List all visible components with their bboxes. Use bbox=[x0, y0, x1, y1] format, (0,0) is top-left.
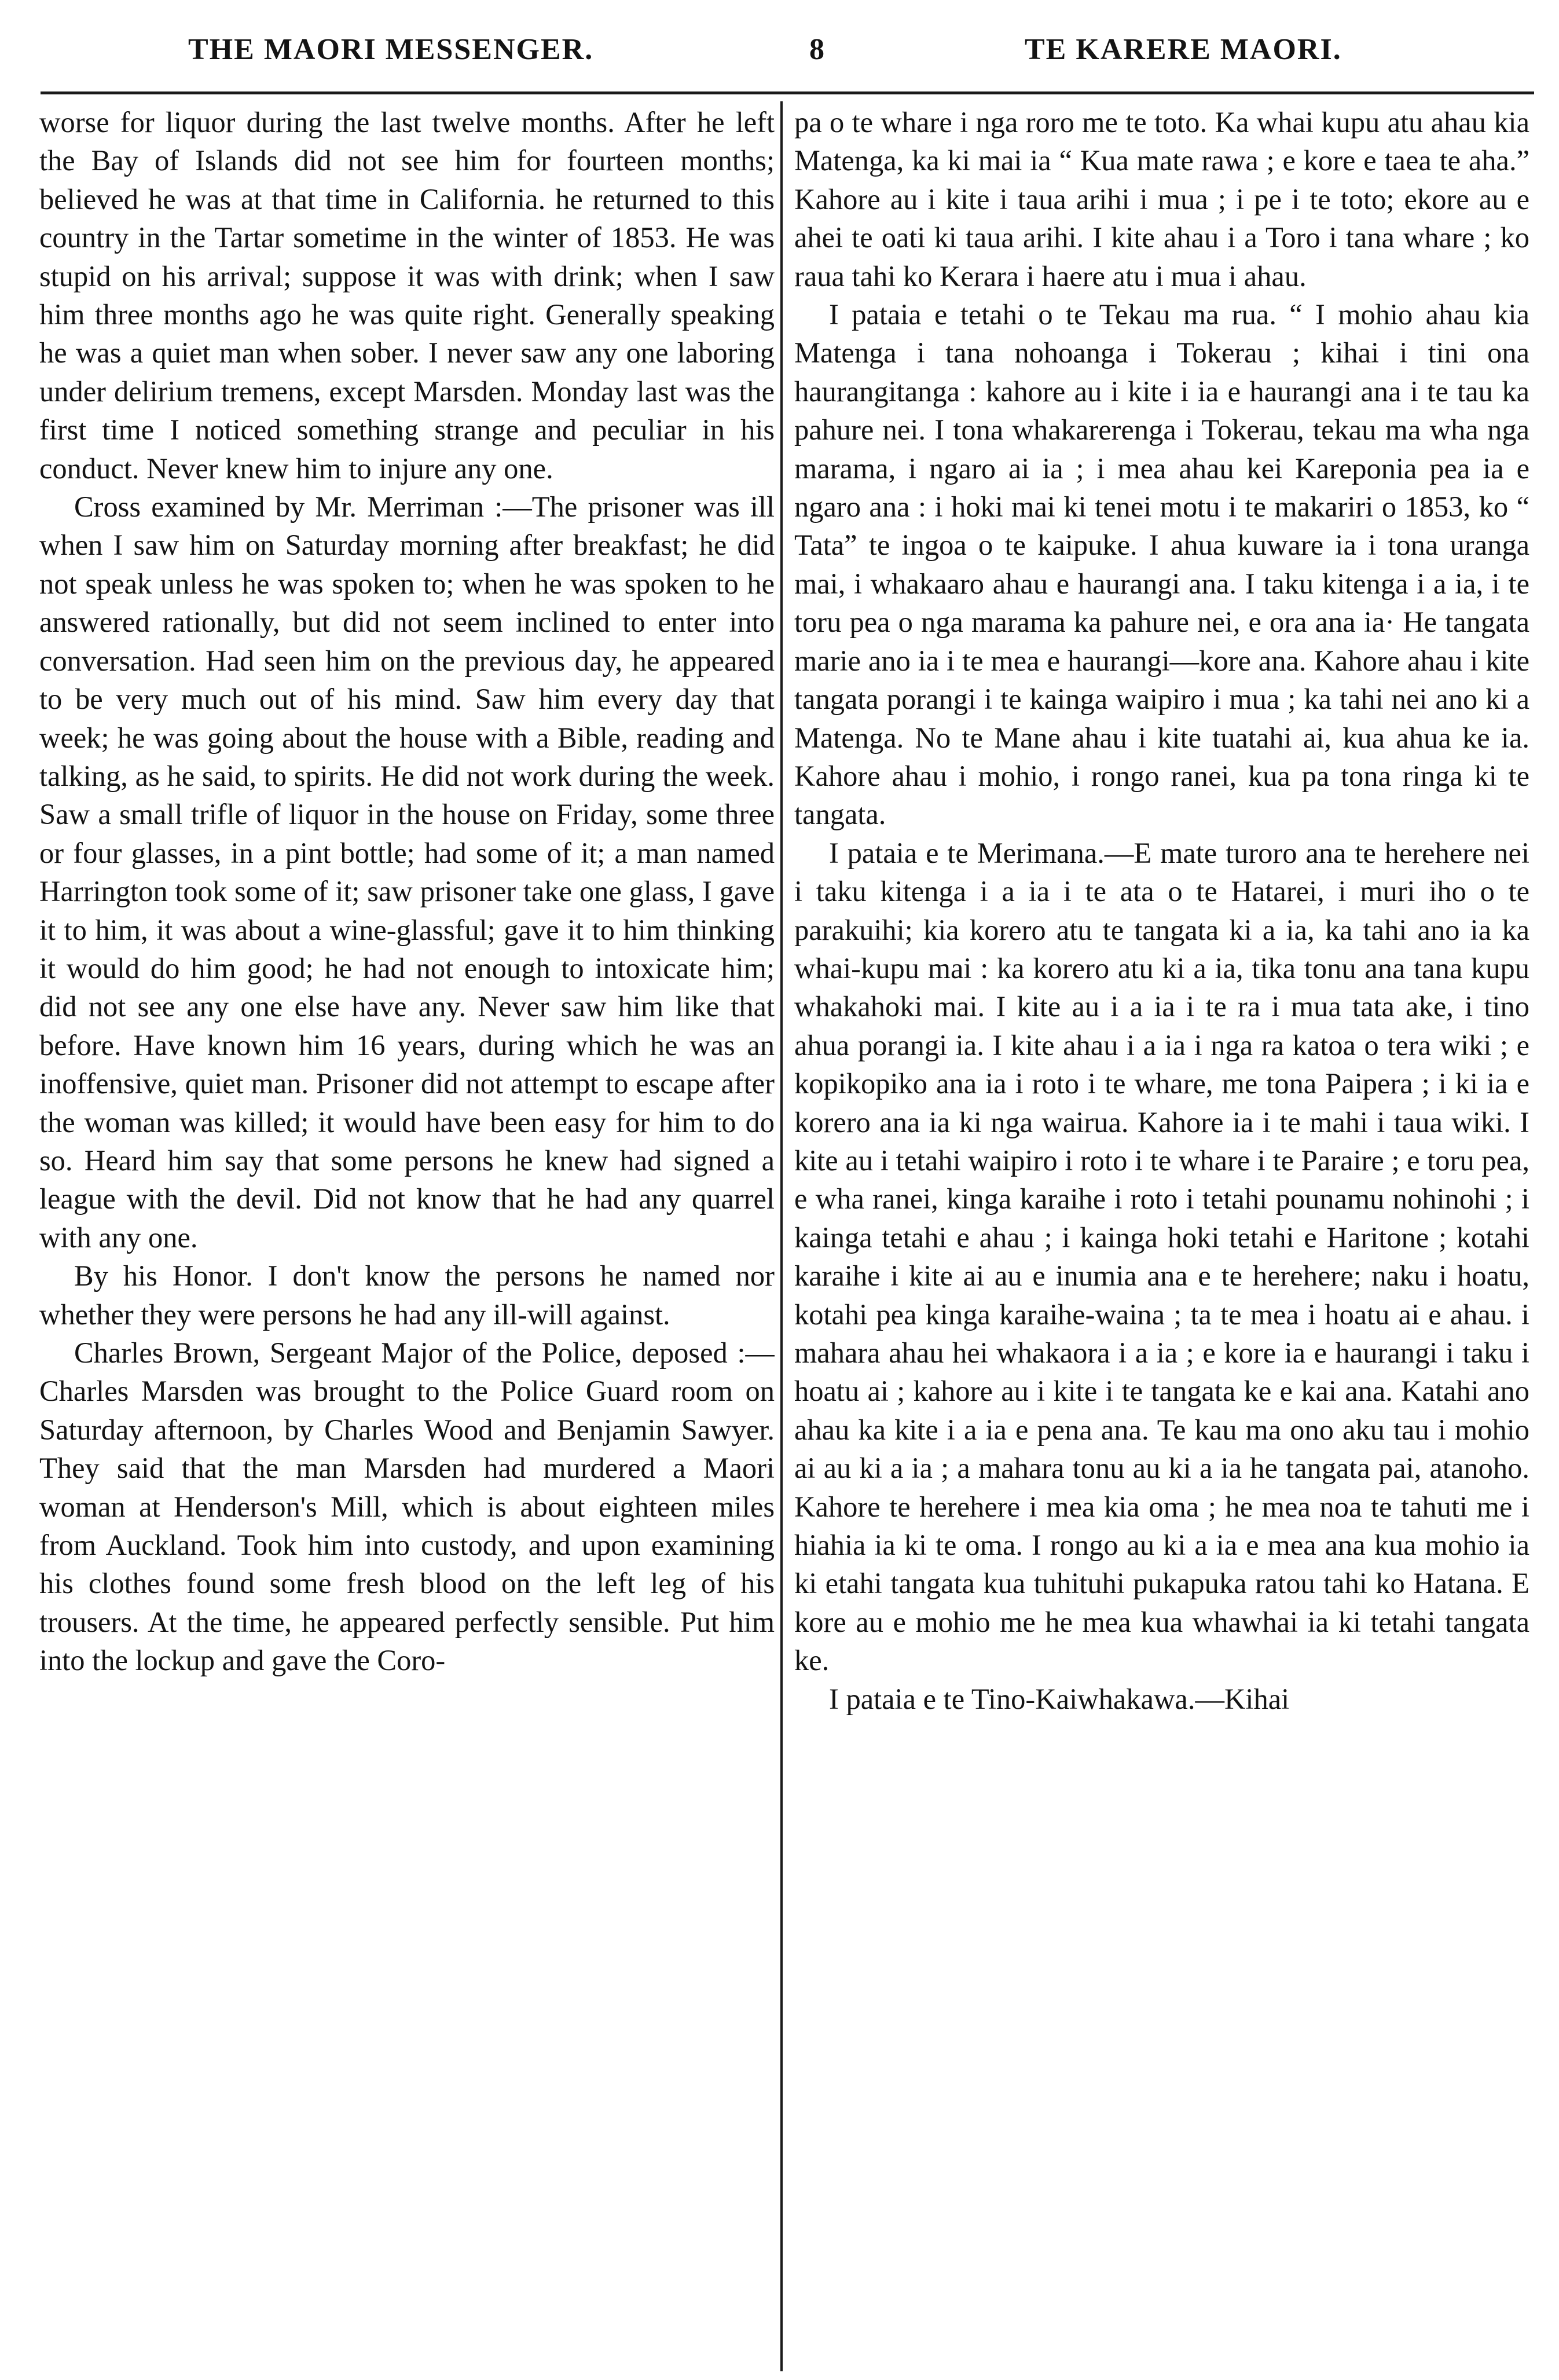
paragraph: Cross examined by Mr. Merriman :—The prisoner was ill when I saw him on Saturday morning after breakfast; he did not speak unless he was spoken to; when he was spoken to he answered rationally, but did not seem inclined to enter into conversation. Had seen him on the previous day, he appeared to be very much out of his mind. Saw him every day that week; he was going about the house with a Bible, reading and talking, as he said, to spirits. He did not work during the week. Saw a small trifle of liquor in the house on Friday, some three or four glasses, in a pint bottle; had some of it; a man named Harrington took some of it; saw prisoner take one glass, I gave it to him, it was about a wine-glassful; gave it to him thinking it would do him good; he had not enough to intoxicate him; did not see any one else have any. Never saw him like that before. Have known him 16 years, during which he was an inoffensive, quiet man. Prisoner did not attempt to escape after the woman was killed; it would have been easy for him to do so. Heard him say that some persons he knew had signed a league with the devil. Did not know that he had any quarrel with any one. bbox=[39, 490, 775, 1254]
paragraph: pa o te whare i nga roro me te toto. Ka whai kupu atu ahau kia Matenga, ka ki mai ia “ Kua mate rawa ; e kore e taea te aha.” Kahore au i kite i taua arihi i mua ; i pe i te toto; ekore au e ahei te oati ki taua arihi. I kite ahau i a Toro i tana whare ; ko raua tahi ko Kerara i haere atu i mua i ahau. bbox=[794, 106, 1529, 292]
maori-column bbox=[794, 103, 1529, 2373]
paragraph: I pataia e tetahi o te Tekau ma rua. “ I mohio ahau kia Matenga i tana nohoanga i Tokerau ; kihai i tini ona haurangitanga : kahore au i kite i ia e haurangi ana i te tau ka pahure nei. I tona whakarerenga i Tokerau, tekau ma wha nga marama, i ngaro ai ia ; i mea ahau kei Kareponia pea ia e ngaro ana : i hoki mai ki tenei motu i te makariri o 1853, ko “ Tata” te ingoa o te kaipuke. I ahua kuware ia i tona uranga mai, i whakaaro ahau e haurangi ana. I taku kitenga i a ia, i te toru pea o nga marama ka pahure nei, e ora ana ia· He tangata marie ano ia i te mea e haurangi—kore ana. Kahore ahau i kite tangata porangi i te kainga waipiro i mua ; ka tahi nei ano ki a Matenga. No te Mane ahau i kite tuatahi ai, kua ahua ke ia. Kahore ahau i mohio, i rongo ranei, kua pa tona ringa ki te tangata. bbox=[794, 298, 1529, 831]
paragraph: I pataia e te Merimana.—E mate turoro ana te herehere nei i taku kitenga i a ia i te ata o te Hatarei, i muri iho o te parakuihi; kia korero atu te tangata ki a ia, ka tahi ano ia ka whai-kupu mai : ka korero atu ki a ia, tika tonu ana tana kupu whakahoki mai. I kite au i a ia i te ra i mua tata ake, i tino ahua porangi ia. I kite ahau i a ia i nga ra katoa o tera wiki ; e kopikopiko ana ia i roto i te whare, me tona Paipera ; i ki ia e korero ana ia ki nga wairua. Kahore ia i te mahi i taua wiki. I kite au i tetahi waipiro i roto i te whare i te Paraire ; e toru pea, e wha ranei, kinga karaihe i roto i tetahi pounamu nohinohi ; i kainga tetahi e ahau ; i kainga hoki tetahi e Haritone ; kotahi karaihe i kite ai au e inumia ana e te herehere; naku i hoatu, kotahi pea kinga karaihe-waina ; ta te mea i hoatu ai e ahau. i mahara ahau hei whakaora i a ia ; e kore ia e haurangi i taku i hoatu ai ; kahore au i kite i te tangata ke e kai ana. Katahi ano ahau ka kite i a ia e pena ana. Te kau ma ono aku tau i mohio ai au ki a ia ; a mahara tonu au ki a ia he tangata pai, atanoho. Kahore te herehere i mea kia oma ; he mea noa te tahuti me i hiahia ia ki te oma. I rongo au ki a ia e mea ana kua mohio ia ki etahi tangata kua tuhituhi pukapuka ratou tahi ko Hatana. E kore au e mohio me he mea kua whawhai ia ki tetahi tangata ke. bbox=[794, 836, 1529, 1677]
page-number: 8 bbox=[809, 33, 826, 66]
english-masthead: THE MAORI MESSENGER. bbox=[188, 33, 594, 66]
page-header bbox=[35, 22, 1528, 74]
column-divider bbox=[780, 101, 783, 2371]
paragraph: worse for liquor during the last twelve months. After he left the Bay of Islands did not see him for fourteen months; believed he was at that time in California. he returned to this country in the Tartar sometime in the winter of 1853. He was stupid on his arrival; suppose it was with drink; when I saw him three months ago he was quite right. Generally speaking he was a quiet man when sober. I never saw any one laboring under delirium tremens, except Marsden. Monday last was the first time I noticed something strange and peculiar in his conduct. Never knew him to injure any one. bbox=[39, 106, 775, 485]
english-column bbox=[39, 103, 775, 2373]
header-rule bbox=[41, 91, 1534, 94]
paragraph: I pataia e te Tino-Kaiwhakawa.—Kihai bbox=[829, 1682, 1290, 1715]
paragraph: Charles Brown, Sergeant Major of the Police, deposed :—Charles Marsden was brought to the Police Guard room on Saturday afternoon, by Charles Wood and Benjamin Sawyer. They said that the man Marsden had murdered a Maori woman at Henderson's Mill, which is about eighteen miles from Auckland. Took him into custody, and upon examining his clothes found some fresh blood on the left leg of his trousers. At the time, he appeared perfectly sensible. Put him into the lockup and gave the Coro- bbox=[39, 1337, 775, 1677]
paragraph: By his Honor. I don't know the persons he named nor whether they were persons he had any ill-will against. bbox=[39, 1259, 775, 1331]
maori-masthead: TE KARERE MAORI. bbox=[1025, 33, 1342, 66]
